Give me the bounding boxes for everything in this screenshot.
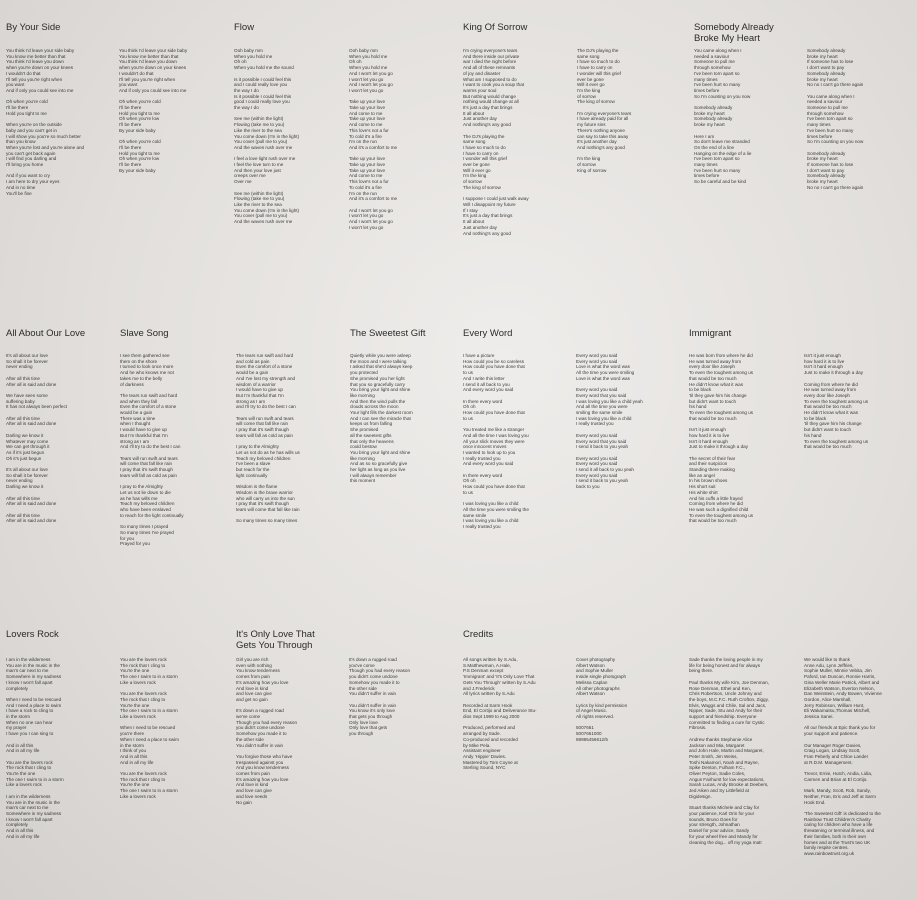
lyrics-flow-1: Ooh baby mm When you hold me Oh oh When you hold me the sound Is it possible I could feel this and I could really love you the way I do Is it possible I could feel this good I could really love you the way I do See me (within the light) Flowing (take me to you) Like the river to the sea You come down (I'm in the light) You cover (pull me to you) And the waves rush over me I feel a love light rush over me I feel the love turn to me And then your love just creeps over me Over me See me (within the light) Flowing (take me to you) Like the river to the sea You come down (I'm in the light) You cover (pull me to you) And the waves rush over me (234, 48, 300, 225)
lyrics-only-love-2: It's down a rugged road you've come Though you had every reason you didn't come undone Somehow you made it to the other side You didn't suffer in vain You didn't suffer in vain You know it's only love that gets you through Only love love Only love that gets you through (349, 657, 411, 737)
credits-block-2: Cover photography Albert Watson and Sophie Muller Inside single photograph Melissa Caplan All other photographs Albert Watson Lyrics by kind permission of Angel Music. All rights reserved. 5007661 5007661000 88985456612/5 (576, 657, 628, 742)
lyrics-somebody-already-2: Somebody already broke my heart If someone has to lose I don't want to pay Somebody already broke my heart No no I can't go there again You came along when I needed a saviour Someone to pull me through somehow I've been torn apart so many times I've been hurt so many times before So I'm counting on you now Somebody already broke my heart If someone has to lose I don't want to pay Somebody already broke my heart No no I can't go there again (807, 48, 864, 190)
lyrics-by-your-side-2: You think I'd leave your side baby You know me better than that You think I'd leave you down when you're down on your knees I wouldn't do that I'll tell you you're right when you want And if only you could see into me Oh when you're cold I'll be there Hold you tight to me Oh when you're low I'll be there By your side baby Oh when you're cold I'll be there Hold you tight to me Oh when you're low I'll be there By your side baby (119, 48, 188, 173)
title-sweetest-gift: The Sweetest Gift (350, 328, 426, 339)
lyrics-every-word-2: Every word you said Every word you said Love is what the word was All the time you were smiling Love is what the word was Every word you said Every word that you said I was loving you like a child yeah And all the time you were smiling the same smile I was loving you like a child I really trusted you Every word you said Every word that you said I send it back to you yeah Every word you said Every word you said I send it all back to you yeah Every word you said I send it back to you yeah back to you (576, 353, 643, 490)
credits-block-3: Sade thanks the loving people in my life for being honest and for always being there. Paul thanks My wife Kim, Joe Denman, Rose Denman, Ethel and Ken, Chris Robertson, Uncle Johnny and the boys, M.C.F.C. Ruth Crofton, Ziggy, Elvis, Waggs and Chile, Sal and Jacs, Nipper, Sade, Stu and Andy for their support and friendship. Everyone committed to finding a cure for Cystic Fibrosis. Andrew thanks Stephanie Alice Jackson and Mia, Margaret and John Hale, Martin and Margaret, Peter Smith, Jim Weiss, Toshi Nakamori, Noah and Rayne, Spike Denton, Fulham F.C., Oliver Peyton, Sadie Coles, Angus Fairhurst for low expectations, Sarah Lucas, Andy Brooke at Deebers, Jed Aiken and Sy Littlefield at Digidesign. Stuart thanks Michele and Clay for your patience, Karl Orin for your sounds, Bruno Goes for your strength, Johnathan Daniel for your advice, Sandy for your wheel free and Mandy for cleaning the dog... off my yoga mat! (689, 657, 769, 845)
lyrics-lovers-rock-1: I am in the wilderness You are in the music in the man's car next to me Somewhere in my sadness I know I won't fall apart completely When I need to be rescued And I need a place to swim I have a rock to cling to in the storm When no one can hear my prayer I have you I can sing to And in all this And in all my life You are the lovers rock The rock that I cling to You're the one The one I swim to in a storm Like a lovers rock I am in the wilderness You are in the music in the man's car next to me Somewhere in my sadness I know I won't fall apart completely And in all this And in all my life (6, 657, 64, 839)
title-credits: Credits (463, 629, 494, 640)
credits-block-4: We would like to thank Anne Adu, Lynn Jeffries, Sophie Muller, Minnie Vebita, Jim Paford, Ian Duncan, Ronnie Harris, Gina Weller Marie Patrick, Albert and Elizabeth Watson, Everton Nelson, Dan Weinstein, Andy Bowen, Vivienne Gordon, Alice Marshall, Jerry Robinson, William Hunt, Eli Wakamatsu,Thomas Mitchell, Jessica Sanei. All our friends at Epic thank you for your support and patience. Our Manager Roger Davies, Craig Logan, Lindsay Scott, Fran Peberly and Chloe Lander at R.D.M. Management. Trevor, Ernie, Hutch, Andia, Lidia, Carmen and Brian at El Cortijo. Mark, Mandy, Scott, Rob, Sandy, Neither, Fran, Eric and Jeff at Sarm Hook End. 'The Sweetest Gift' is dedicated to the Rainbow Trust Children's Charity caring for children who have a life threatening or terminal illness, and their families, both in their own homes and at the Trust's two UK family respite centres. www.rainbowtrust.org.uk (804, 657, 882, 856)
lyrics-king-of-sorrow-2: The DJ's playing the same song I have so much to do I have to carry on I wonder will this grief ever be gone Will it ever go I'm the king of sorrow The king of sorrow I'm crying everyone's tears I have already paid for all my future sins There's nothing anyone can say to take this away It's just another day And nothing's any good I'm the king of sorrow King of sorrow (577, 48, 632, 173)
lyrics-slave-song-1: I see them gathered see them on the shore I turned to look once more And he who knows me not takes me to the belly of darkness The tears run swift and hard and when they fall Even the comfort of a stone would be a gain There was a time when I thought I would have to give up But I'm thankful that I'm strong as I am And I'll try to do the best I can Tears will run swift and tears will come that fall like rain I pray that it's swift though tears will fall as cold as pain I pray to the Almighty Let us not lie down to die as he has wills me Teach my beloved children who have been enslaved to reach for the light continually So many times I prayed So many times I've prayed for you Prayed for you (120, 353, 184, 547)
lyrics-immigrant-1: He was born from where he did He was turned away from every door like Joseph To even the toughest among us that would be too much He didn't know what it was to be black 'til they gave him his change but didn't want to touch his hand To even the toughest among us that would be too much Isn't it just enough how hard it is to live Isn't it hard enough Just to make it through a day The secret of their fear and their suspicion Standing there making like an angel In his brown shoes His short suit His white shirt And his cuffs a little frayed Coming from where he did He was such a dignified child To even the toughest among us that would be too much (689, 353, 754, 524)
title-lovers-rock: Lovers Rock (6, 629, 59, 640)
title-immigrant: Immigrant (689, 328, 732, 339)
lyrics-by-your-side-1: You think I'd leave your side baby You know me better than that You think I'd leave you down when you're down on your knees I wouldn't do that I'll tell you you're right when you want And if only you could see into me Oh when you're cold I'll be there Hold you tight to me When you're on the outside baby and you can't get in I will show you you're so much better than you know When you're lost and you're alone and you can't get back again I will find you darling and I'll bring you home And if you want to cry I am here to dry your eyes And in no time You'll be fine (6, 48, 85, 196)
lyrics-flow-2: Ooh baby mm When you hold me Oh oh When you hold me And I won't let you go I won't let you go And I won't let you go I won't let you go Take up your love Take up your love And come to me Take up your love And come to me This love's not a fur To cold it's a fire I'm on the run And it's a comfort to me Take up your love Take up your love Take up your love And come to me This love's not a fur To cold it's a fire I'm on the run And it's a comfort to me And I won't let you go I won't let you go And I won't let you go I won't let you go (349, 48, 398, 230)
lyrics-every-word-1: I have a picture How could you be so careless How could you have done that to us And I write this letter I send it all back to you And every word you said In there every word Oh oh How could you have done that to us You treated me like a stranger And all the time I was loving you All your slick moves they were once innocent moves I wanted to look up to you I really trusted you And every word you said In there every word Oh oh How could you have done that to us I was loving you like a child All the time you were smiling the same smile I was loving you like a child I really trusted you (463, 353, 529, 530)
credits-block-1: All songs written by S.Adu, S.Matthewman, A.Hale, P.S Denman except 'Immigrant' and 'It's Only Love That Gets You Through' written by S.Adu and J.Frederick All lyrics written by S.Adu Recorded at Sarm Hook End, El Cortijo and Deliverance Stu- dios Sept 1999 to Aug 2000 Produced, performed and arranged by Sade. Co-produced and recorded by Mike Pela. Assistant engineer Andy 'Hippie' Davies. Mastered by Tom Coyne at Sterling Sound, NYC (463, 657, 537, 771)
title-somebody-already: Somebody Already Broke My Heart (694, 22, 774, 44)
lyrics-all-about-our-love: It's all about our love So shall it be forever never ending After all this time After all is said and done We have seen some suffering baby It has not always been perfect After all this time After all is said and done Darling we know it Whatever may come We can get through it As if it's just begun Oh it's just begun It's all about our love So shall it be forever never ending Darling we know it After all this time After all is said and done After all this time After all is said and done (6, 353, 68, 524)
lyrics-somebody-already-1: You came along when I needed a saviour Someone to pull me through somehow I've been torn apart so many times I've been hurt so many times before So I'm counting on you now Somebody already broke my heart Somebody already broke my heart Here I am So don't leave me stranded On the end of a line Hanging on the edge of a lie I've been torn apart so many times I've been hurt so many times before So be careful and be kind (694, 48, 752, 185)
title-only-love: It's Only Love That Gets You Through (236, 629, 315, 651)
title-all-about-our-love: All About Our Love (6, 328, 86, 339)
lyrics-lovers-rock-2: You are the lovers rock The rock that I cling to You're the one The one I swim to in a storm Like a lovers rock You are the lovers rock The rock that I cling to You're the one The one I swim to in a storm Like a lovers rock When I need to be rescued you're there When I need a place to swim in the storm I think of you And in all this And in all my life You are the lovers rock The rock that I cling to You're the one The one I swim to in a storm Like a lovers rock (120, 657, 179, 799)
lyrics-king-of-sorrow-1: I'm crying everyone's tears And there inside our private war I died the night before And all of these remnants of joy and disaster What am I supposed to do I want to cook you a soup that warms your soul But nothing would change nothing would change at all It's just a day that brings It all about Just another day And nothing's any good The DJ's playing the same song I have so much to do I have to carry on I wonder will this grief ever be gone Will it ever go I'm the king of sorrow The king of sorrow I suppose I could just walk away Will I disappoint my future If I stay It's just a day that brings It all about Just another day And nothing's any good (463, 48, 529, 236)
lyrics-slave-song-2: The tears run swift and hard and cold as pain Even the comfort of a stone would be a gain And I've lost my strength and wisdom of a warrior I would have to give up But I'm thankful that I'm strong as I am and I'll try to do the best I can Tears will run swift and tears will come that fall like rain I pray that it's swift though tears will fall as cold as pain I pray to the Almighty Let us not do as he has wills us Teach my beloved children I've been a slave but reach for the light continually Wisdom is the flame Wisdom is the brave warrior who will carry us into the sun I pray that it's swift though tears will come that fall like rain So many times so many times (236, 353, 300, 524)
title-flow: Flow (234, 22, 255, 33)
lyrics-only-love-1: Girl you are rich even with nothing You know tenderness comes from pain It's amazing how you love And love is kind and love can give and get no gain It's down a rugged road we've come Though you had every reason you didn't come undone Somehow you made it to the other side You didn't suffer in vain You forgive those who have trespassed against you And you know tenderness comes from pain It's amazing how you love And love is kind and love can give and love needs No gain (236, 657, 298, 805)
lyrics-immigrant-2: Isn't it just enough how hard it is to live Isn't it hard enough Just to make it through a day Coming from where he did He was turned away from every door like Joseph To even the toughest among us that would be too much He didn't know what it was to be black 'til they gave him his change but didn't want to touch his hand To even the toughest among us that would be too much (804, 353, 869, 450)
title-slave-song: Slave Song (120, 328, 169, 339)
lyrics-sweetest-gift: Quietly while you were asleep the moon and I were talking I asked that she'd always keep you protected She promised you her light that you so gracefully carry You bring your light and shine like morning And then the wind pulls the clouds across the moon Your light fills the darkest room And I can see the miracle that keeps us from falling She promised all the sweetest gifts that only the heavens could bestow You bring your light and shine like morning And as so so gracefully give her light as long as you live I will always remember this moment (350, 353, 413, 484)
title-every-word: Every Word (463, 328, 513, 339)
title-king-of-sorrow: King Of Sorrow (463, 22, 528, 33)
title-by-your-side: By Your Side (6, 22, 61, 33)
